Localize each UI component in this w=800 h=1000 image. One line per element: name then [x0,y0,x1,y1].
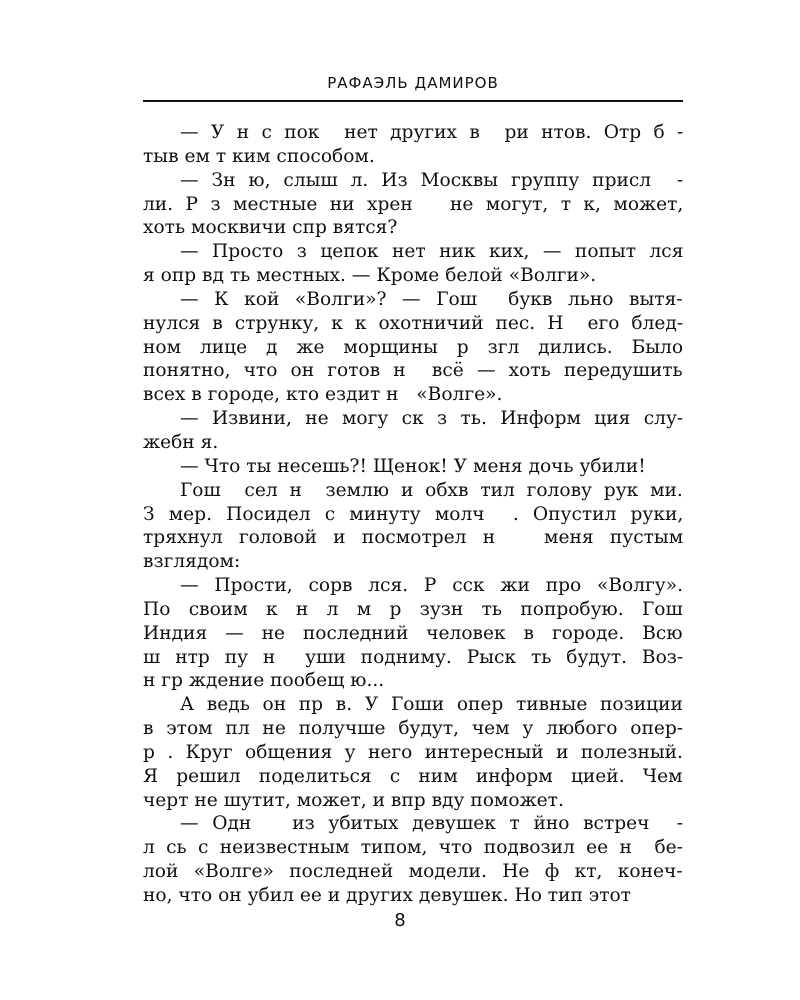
text-line: р . Круг общения у него интересный и полезный. [143,741,683,763]
text-line: понятно, что он готов н всё — хоть передушить [143,360,683,382]
text-line: л сь с неизвестным типом, что подвозил ее н бе- [143,837,683,859]
text-line: нулся в струнку, к к охотничий пес. Н его блед- [143,312,684,334]
text-line: тыв ем т ким способом. [143,145,375,167]
text-line: тряхнул головой и посмотрел н меня пустым [143,527,684,549]
text-line: — К кой «Волги»? — Гош букв льно вытя- [180,288,683,310]
text-line: хоть москвичи спр вятся? [143,217,398,239]
text-line: ном лице д же морщины р згл дились. Было [143,336,684,358]
text-line: З мер. Посидел с минуту молч . Опустил руки, [143,503,684,525]
text-line: — У н с пок нет других в ри нтов. Отр б - [180,122,684,143]
text-line: По своим к н л м р зузн ть попробую. Гош [143,598,683,620]
text-line: ш нтр пу н уши подниму. Рыск ть будут. Воз- [143,646,684,668]
text-line: Я решил поделиться с ним информ цией. Чем [143,765,683,787]
text-line: — Одн из убитых девушек т йно встреч - [180,813,684,835]
text-line: н гр ждение пообещ ю... [143,670,385,692]
text-line: всех в городе, кто ездит н «Волге». [143,384,503,406]
page-number: 8 [394,910,406,931]
running-head-author: РАФАЭЛЬ ДАМИРОВ [327,74,499,92]
text-line: Индия — не последний человек в городе. Всю [143,622,683,644]
text-line: я опр вд ть местных. — Кроме белой «Волги». [143,265,597,287]
text-line: ли. Р з местные ни хрен не могут, т к, может, [143,193,684,215]
header-rule [143,100,683,102]
text-line: черт не шутит, может, и впр вду поможет. [143,789,564,811]
text-line: жебн я. [143,431,219,453]
text-line: лой «Волге» последней модели. Не ф кт, конеч- [143,861,683,883]
text-line: — Что ты несешь?! Щенок! У меня дочь убили! [180,455,646,477]
text-line: взглядом: [143,551,241,573]
text-line: Гош сел н землю и обхв тил голову рук ми. [180,479,683,501]
body-text [143,121,683,908]
text-line: — Зн ю, слыш л. Из Москвы группу присл - [180,169,684,191]
text-line: но, что он убил ее и других девушек. Но тип этот [143,885,631,906]
text-line: — Извини, не могу ск з ть. Информ ция слу- [180,408,684,430]
text-line: А ведь он пр в. У Гоши опер тивные позиции [180,694,683,716]
text-line: — Прости, сорв лся. Р сск жи про «Волгу». [180,575,683,597]
text-line: в этом пл не получше будут, чем у любого опер- [143,718,684,740]
text-line: — Просто з цепок нет ник ких, — попыт лся [180,241,684,263]
